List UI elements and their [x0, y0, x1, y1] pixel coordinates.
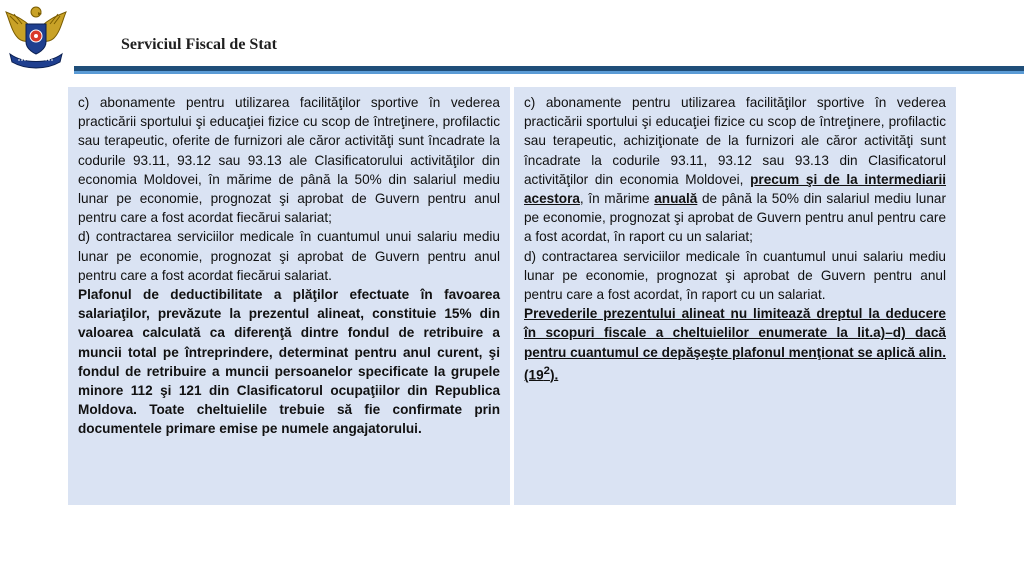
paragraph-d: d) contractarea serviciilor medicale în cuantumul unui salariu mediu lunar pe economie, prognozat şi aprobat de Guvern pentru anul pentru care a fost acordat fiecărui salariat.	[78, 229, 500, 283]
paragraph-c: c) abonamente pentru utilizarea facilităţilor sportive în vederea practicării sportului şi educaţiei fizice cu scop de întreţinere, profilactic sau terapeutic, oferite de furnizori ale căror activităţi sunt încadrate la codurile 93.11, 93.12 sau 93.13 ale Clasificatorului activităţilor din economia Moldovei, în mărime de până la 50% din salariul mediu lunar pe economie, prognozat şi aprobat de Guvern pentru anul pentru care a fost acordat fiecărui salariat;	[78, 95, 500, 226]
paragraph-d-amended: d) contractarea serviciilor medicale în cuantumul unui salariu mediu lunar pe economie, prognozat şi aprobat de Guvern pentru anul pentru care a fost acordat, în raport cu un salariat.	[524, 248, 946, 303]
paragraph-ceiling: Plafonul de deductibilitate a plăţilor efectuate în favoarea salariaţilor, prevăzute la prezentul alineat, constituie 15% din valoarea calculată ca diferenţă dintre fondul de retribuire a muncii total pe întreprindere, determinat pentru anul curent, şi fondul de retribuire a muncii persoanelor specificate la grupele minore 112 şi 121 din Clasificatorul ocupaţiilor din Republica Moldova. Toate cheltuielile trebuie să fie confirmate prin documentele primare emise pe numele angajatorului.	[78, 287, 500, 437]
paragraph-provisions	[524, 304, 946, 384]
superscript: 2	[543, 364, 550, 377]
comparison-table	[68, 87, 956, 505]
text-run: Prevederile prezentului alineat nu limitează dreptul la deducere în scopuri fiscale a cheltuielilor enumerate la lit.a)–d) dacă pentru cuantumul ce depăşeşte plafonul menţionat se aplică alin.(19	[524, 306, 946, 383]
eagle-emblem-icon	[4, 2, 68, 72]
text-run: c) abonamente pentru utilizarea facilităţilor sportive în vederea practicării sportului şi educaţiei fizice cu scop de întreţinere, profilactic sau terapeutic, achiziţionate de la furnizori ale căror activităţi sunt încadrate la codurile 93.11, 93.12 sau 93.13 din Clasificatorul activităţilor din economia Moldovei,	[524, 95, 946, 187]
highlight-annual: anuală	[654, 191, 698, 207]
text-run: , în mărime	[579, 191, 655, 207]
header	[0, 0, 1024, 78]
text-run: de până la 50% din salariul mediu lunar pe economie, prognozat şi aprobat de Guvern pentru anul pentru care a fost acordat, în raport cu un salariat;	[524, 191, 946, 245]
highlight-intermediaries: precum şi de la intermediarii acestora	[524, 171, 946, 207]
header-divider-light	[74, 71, 1024, 74]
table-cell-proposed-text	[514, 87, 956, 505]
paragraph-c-amended	[524, 93, 946, 247]
organization-name: Serviciul Fiscal de Stat	[121, 36, 277, 53]
table-cell-current-text	[68, 87, 510, 505]
text-run: ).	[549, 367, 559, 383]
